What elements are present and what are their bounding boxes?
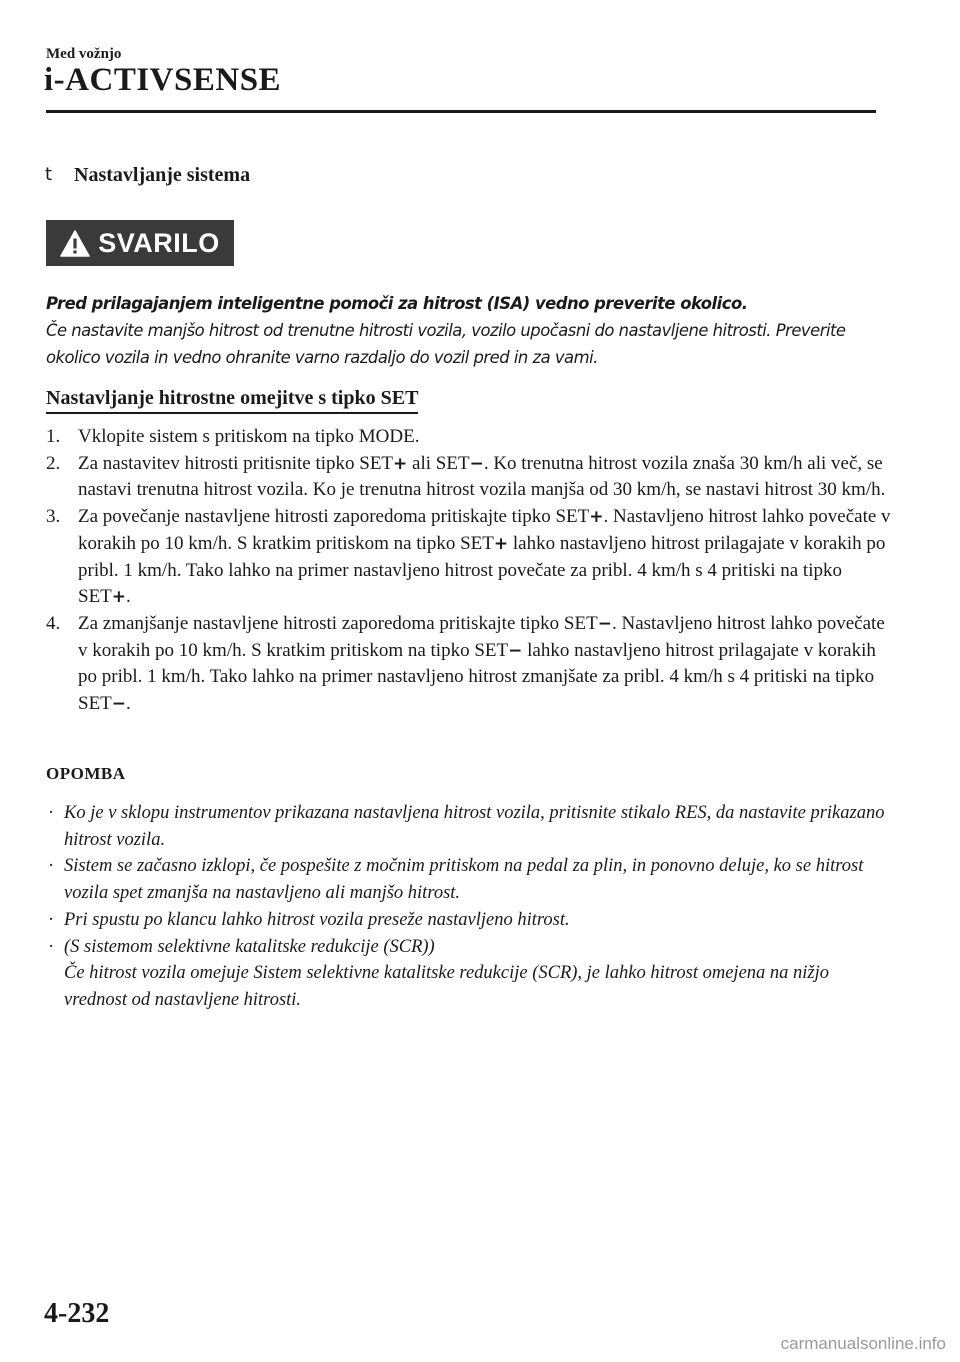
warning-triangle-icon [60, 230, 90, 257]
step-number: 2. [46, 452, 61, 474]
page-number: 4-232 [44, 1298, 110, 1329]
minus-symbol: − [597, 613, 612, 634]
steps-list [46, 424, 896, 718]
step-text: . Nastavljeno hitrost lahko povečate v korakih po 10 km/h. S kratkim pritiskom na tipko SET [78, 506, 891, 554]
minus-symbol: − [469, 453, 484, 474]
step-text: . [126, 586, 131, 608]
note-title: OPOMBA [46, 764, 126, 783]
warning-text [46, 290, 886, 371]
warning-label: SVARILO [98, 227, 220, 258]
header-divider [46, 110, 876, 113]
plus-symbol: + [111, 587, 127, 608]
step-text: Za zmanjšanje nastavljene hitrosti zaporedoma pritiskajte tipko SET [78, 612, 598, 634]
step-text: Za nastavitev hitrosti pritisnite tipko SET [78, 452, 394, 474]
note-text: Sistem se začasno izklopi, če pospešite z močnim pritiskom na pedal za plin, in ponovno deluje, ko se hitrost vozila spet zmanjša na nastavljeno ali manjšo hitrost. [64, 856, 864, 904]
step-number: 1. [46, 426, 61, 447]
section-bullet: t [45, 164, 53, 185]
note-bullet: · [48, 803, 55, 823]
step-item [46, 424, 896, 451]
note-bullet: · [48, 936, 55, 957]
page-title: i-ACTIVSENSE [44, 62, 282, 98]
note-text: Če hitrost vozila omejuje Sistem selektivne katalitske redukcije (SCR), je lahko hitrost omejena na nižjo vrednost od nastavljene hitrosti. [64, 963, 830, 1010]
step-text: . Ko trenutna hitrost vozila znaša 30 km/h ali več, se nastavi trenutna hitrost vozila. Ko je trenutna hitrost vozila manjša od 30 km/h, se nastavi hitrost 30 km/h. [78, 452, 886, 501]
step-item [46, 504, 896, 611]
note-text: Pri spustu po klancu lahko hitrost vozila preseže nastavljeno hitrost. [64, 909, 570, 930]
step-text: . [126, 693, 131, 715]
chapter-label: Med vožnjo [46, 46, 122, 62]
watermark: carmanualsonline.info [780, 1334, 946, 1353]
step-text: ali SET [407, 452, 470, 474]
step-text: lahko nastavljeno hitrost prilagajate v korakih po pribl. 1 km/h. Tako lahko na primer nastavljeno hitrost povečate za pribl. 4 km/h s 4 pritiski na tipko SET [78, 532, 886, 608]
note-text: Ko je v sklopu instrumentov prikazana nastavljena hitrost vozila, pritisnite stikalo RES, da nastavite prikazano hitrost vozila. [64, 803, 885, 850]
note-item [46, 907, 896, 934]
step-number: 4. [46, 612, 61, 634]
step-text: Vklopite sistem s pritiskom na tipko MODE. [78, 426, 420, 447]
step-item [46, 451, 896, 504]
note-item [46, 800, 896, 853]
plus-symbol: + [493, 533, 509, 554]
note-bullet: · [48, 856, 55, 877]
step-number: 3. [46, 506, 61, 528]
section-title: Nastavljanje sistema [74, 164, 251, 186]
step-text: lahko nastavljeno hitrost prilagajate v korakih po pribl. 1 km/h. Tako lahko na primer nastavljeno hitrost zmanjšate za pribl. 4 km/h s 4 pritiski na tipko SET [78, 639, 876, 715]
warning-lead: Pred prilagajanjem inteligentne pomoči za hitrost (ISA) vedno preverite okolico. [46, 294, 748, 313]
step-item [46, 611, 896, 718]
note-item [46, 934, 896, 1014]
subheading: Nastavljanje hitrostne omejitve s tipko SET [46, 387, 418, 414]
notes-list [46, 800, 896, 1014]
warning-body: Če nastavite manjšo hitrost od trenutne hitrosti vozila, vozilo upočasni do nastavljene hitrosti. Preverite okolico vozila in vedno ohranite varno razdaljo do vozil pred in za vami. [46, 321, 846, 367]
note-text: (S sistemom selektivne katalitske redukcije (SCR)) [64, 936, 435, 957]
note-bullet: · [48, 909, 55, 930]
minus-symbol: − [508, 640, 523, 661]
plus-symbol: + [393, 453, 408, 474]
note-item [46, 853, 896, 906]
step-text: . Nastavljeno hitrost lahko povečate v korakih po 10 km/h. S kratkim pritiskom na tipko SET [78, 612, 885, 661]
warning-banner [46, 220, 234, 266]
plus-symbol: + [589, 507, 604, 528]
minus-symbol: − [111, 694, 127, 715]
step-text: Za povečanje nastavljene hitrosti zaporedoma pritiskajte tipko SET [78, 506, 590, 528]
